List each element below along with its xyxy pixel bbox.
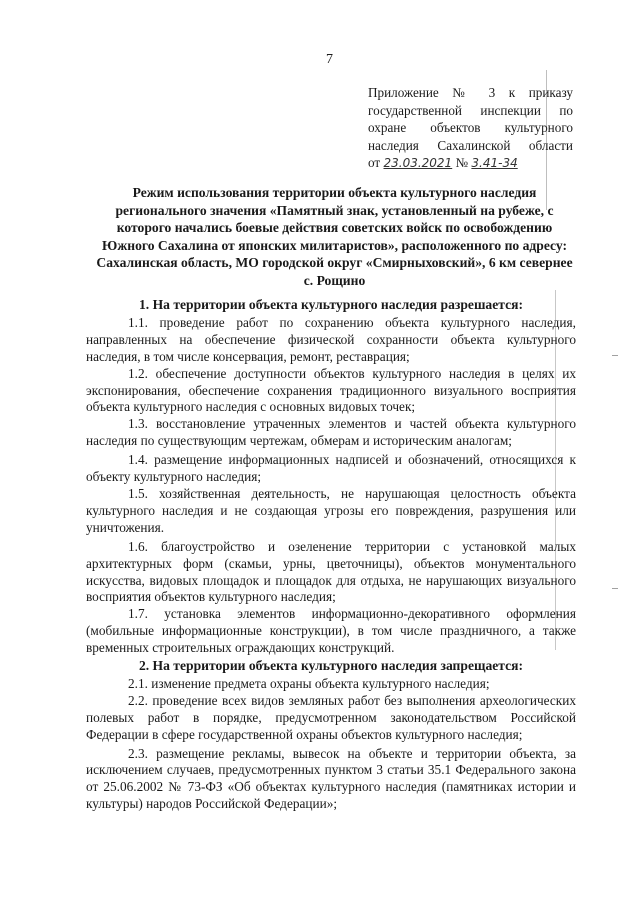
appendix-block bbox=[368, 84, 573, 173]
section-1-heading: 1. На территории объекта культурного наследия разрешается: bbox=[138, 297, 524, 312]
paragraph-1-3: 1.3. восстановление утраченных элементов и частей объекта культурного наследия по существующим чертежам, обмерам и историческим аналогам; bbox=[86, 416, 576, 449]
paragraph-2-3: 2.3. размещение рекламы, вывесок на объекте и территории объекта, за исключением случаев, предусмотренных пунктом 3 статьи 35.1 Федерального закона от 25.06.2002 № 73-ФЗ «Об объектах культурного наследия (памятниках истории и культуры) народов Российской Федерации»; bbox=[86, 745, 576, 812]
document-title: Режим использования территории объекта культурного наследия регионального значения «Памятный знак, установленный на рубеже, с которого начались боевые действия советских войск по освобождению Южного Сахалина от японских милитаристов», расположенного по адресу: Сахалинская область, МО городской округ «Смирныховский», 6 км севернее с. Рощино bbox=[96, 185, 573, 288]
paragraph-1-7: 1.7. установка элементов информационно-декоративного оформления (мобильные информационные конструкции), в том числе праздничного, а также временных строительных ограждающих конструкций. bbox=[86, 606, 576, 656]
appendix-line: государственной инспекции по bbox=[368, 102, 573, 118]
appendix-line: охране объектов культурного bbox=[368, 120, 573, 135]
document-body bbox=[86, 296, 576, 813]
paragraph-1-2: 1.2. обеспечение доступности объектов культурного наследия в целях их экспонирования, обеспечение сохранения традиционного визуального восприятия объекта культурного наследия с основных видовых точек; bbox=[86, 365, 576, 415]
appendix-line: наследия Сахалинской области bbox=[368, 137, 573, 153]
appendix-line: Приложение № 3 к приказу bbox=[368, 85, 573, 100]
section-2-heading: 2. На территории объекта культурного наследия запрещается: bbox=[138, 658, 524, 674]
scan-artifact-mark bbox=[612, 355, 618, 356]
paragraph-1-6: 1.6. благоустройство и озеленение территории с установкой малых архитектурных форм (скамьи, урны, цветочницы), объектов монументального искусства, видовых площадок и площадок для отдыха, не нарушающих визуального восприятия объектов культурного наследия; bbox=[86, 538, 576, 605]
scan-artifact-line bbox=[555, 290, 556, 650]
page-number: 7 bbox=[326, 52, 333, 67]
number-prefix: № bbox=[455, 155, 469, 170]
handwritten-number: 3.41-34 bbox=[471, 156, 518, 170]
appendix-date-line bbox=[368, 154, 573, 173]
paragraph-1-5: 1.5. хозяйственная деятельность, не нарушающая целостность объекта культурного наследия и не создающая угрозы его повреждения, разрушения или уничтожения. bbox=[86, 485, 576, 535]
handwritten-date: 23.03.2021 bbox=[383, 156, 453, 170]
date-prefix: от bbox=[368, 155, 381, 170]
paragraph-1-4: 1.4. размещение информационных надписей и обозначений, относящихся к объекту культурного наследия; bbox=[86, 452, 576, 485]
paragraph-2-2: 2.2. проведение всех видов земляных работ без выполнения археологических полевых работ в порядке, предусмотренном законодательством Российской Федерации в сфере государственной охраны объектов культурного наследия; bbox=[86, 692, 576, 742]
paragraph-1-1: 1.1. проведение работ по сохранению объекта культурного наследия, направленных на обеспечение физической сохранности объекта культурного наследия, в том числе консервация, ремонт, реставрация; bbox=[86, 314, 576, 364]
scan-artifact-mark bbox=[612, 588, 618, 589]
scan-artifact-line bbox=[546, 70, 547, 210]
paragraph-2-1: 2.1. изменение предмета охраны объекта культурного наследия; bbox=[128, 675, 490, 691]
